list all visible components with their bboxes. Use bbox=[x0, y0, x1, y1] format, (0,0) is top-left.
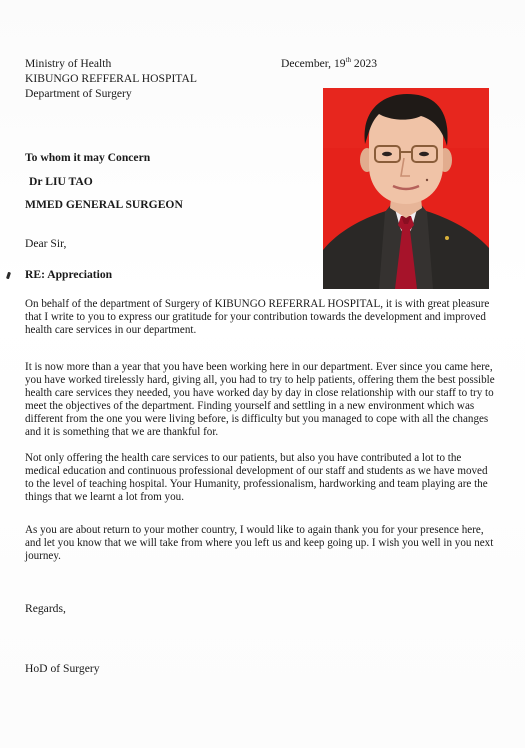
sender-hospital: KIBUNGO REFFERAL HOSPITAL bbox=[25, 72, 197, 85]
recipient-name: Dr LIU TAO bbox=[29, 175, 93, 188]
portrait-illustration bbox=[323, 88, 489, 289]
recipient-greeting: To whom it may Concern bbox=[25, 151, 151, 164]
date-main: December, 19 bbox=[281, 57, 346, 70]
paragraph-intro: On behalf of the department of Surgery of KIBUNGO REFERRAL HOSPITAL, it is with great pleasure that I write to you to express our gratitude for your contribution towards the development and improved health care services in our department. bbox=[25, 298, 490, 337]
closing: Regards, bbox=[25, 602, 66, 615]
signature-title: HoD of Surgery bbox=[25, 662, 100, 675]
date-suffix: th bbox=[345, 56, 352, 65]
date-year: 2023 bbox=[351, 57, 378, 70]
paragraph-education: Not only offering the health care services to our patients, but also you have contributed a lot to the medical education and continuous professional development of our staff and students as we have moved to the level of teaching hospital. Your Humanity, professionalism, hardworking and team playing are the things that we learnt a lot from you. bbox=[25, 452, 488, 504]
sender-department: Department of Surgery bbox=[25, 87, 132, 100]
margin-mark bbox=[6, 272, 11, 280]
recipient-title: MMED GENERAL SURGEON bbox=[25, 198, 183, 211]
paragraph-farewell: As you are about return to your mother country, I would like to again thank you for your presence here, and let you know that we will take from where you left us and keep going up. I wish you well in you next journey. bbox=[25, 524, 494, 563]
sender-ministry: Ministry of Health bbox=[25, 57, 112, 70]
letter-date bbox=[281, 57, 377, 71]
portrait-photo bbox=[323, 88, 489, 289]
subject-line: RE: Appreciation bbox=[25, 268, 113, 281]
salutation: Dear Sir, bbox=[25, 237, 67, 250]
paragraph-service: It is now more than a year that you have been working here in our department. Ever since you came here, you have worked tirelessly hard, giving all, you had to try to help patients, offering them the best possible health care services they needed, you have worked day by day in close relationship with our staff to try to meet the objectives of the department. Finding yourself and settling in a new environment which was different from the one you were living before, is difficulty but you managed to cope with all the changes and it is something that we are thankful for. bbox=[25, 361, 495, 439]
